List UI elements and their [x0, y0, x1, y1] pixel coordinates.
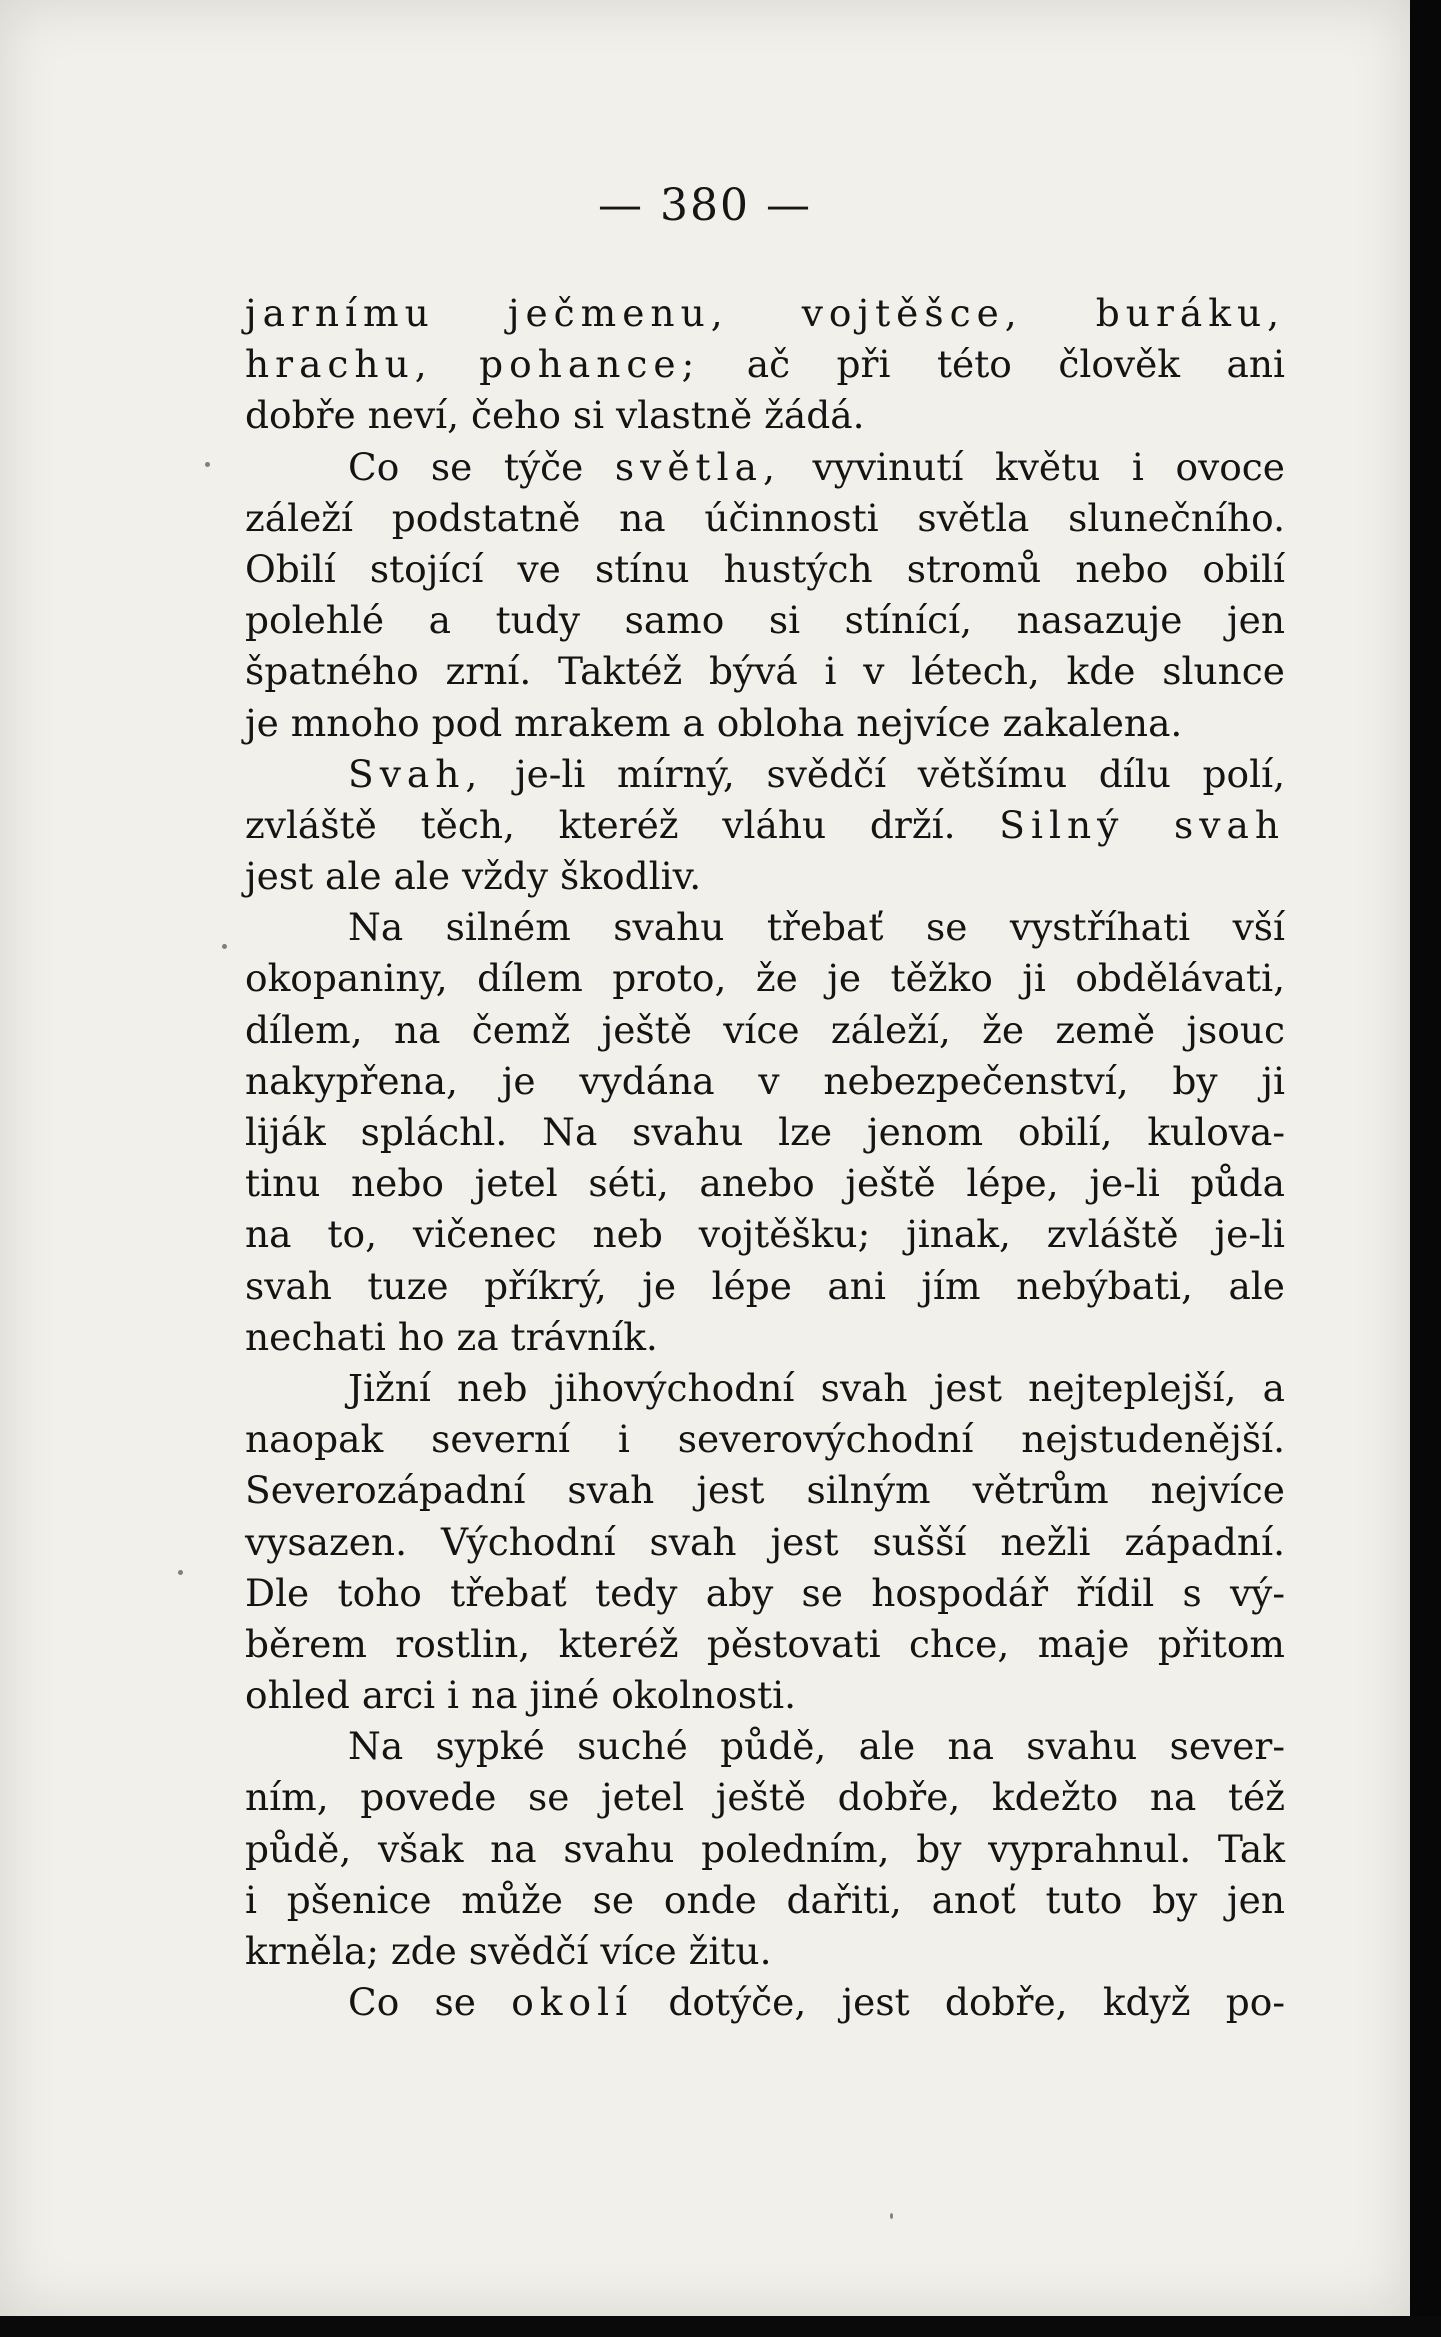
- text-line: [245, 1107, 1285, 1158]
- scan-edge: [1410, 0, 1441, 2337]
- text-run: Co se týče: [348, 444, 615, 489]
- text-run: svah tuze příkrý, je lépe ani jím nebýbati, ale: [245, 1263, 1285, 1308]
- text-run: je mnoho pod mrakem a obloha nejvíce zakalena.: [245, 700, 1183, 745]
- text-run: Severozápadní svah jest silným větrům nejvíce: [245, 1468, 1285, 1513]
- text-line: [245, 1209, 1285, 1260]
- text-run: [433, 342, 479, 386]
- text-line: [245, 1619, 1285, 1670]
- text-run: [1023, 291, 1096, 335]
- text-run: půdě, však na svahu poledním, by vyprahnul. Tak: [245, 1826, 1285, 1871]
- text-run: polehlé a tudy samo si stínící, nasazuje jen: [245, 598, 1285, 643]
- text-line: [245, 953, 1285, 1004]
- text-line: [245, 1056, 1285, 1107]
- text-line: [245, 1568, 1285, 1619]
- text-line: [245, 1517, 1285, 1568]
- text-run: dobře neví, čeho si vlastně žádá.: [245, 393, 865, 438]
- text-line: [245, 493, 1285, 544]
- text-run: ač při této člověk ani: [700, 342, 1285, 387]
- text-run: je-li mírný, svědčí většímu dílu polí,: [483, 751, 1285, 796]
- text-run: špatného zrní. Taktéž bývá i v létech, kde slunce: [245, 649, 1285, 694]
- text-line: [245, 288, 1285, 339]
- text-run: [729, 291, 802, 335]
- text-line: [245, 698, 1285, 749]
- text-run: ohled arci i na jiné okolnosti.: [245, 1673, 797, 1718]
- text-run: liják spláchl. Na svahu lze jenom obilí, kulova-: [245, 1110, 1285, 1154]
- spaced-emphasis: jarnímu: [245, 291, 435, 335]
- text-run: Co se: [348, 1980, 512, 2025]
- text-line: [245, 1158, 1285, 1209]
- text-line: [245, 1312, 1285, 1363]
- text-line: [245, 1977, 1285, 2028]
- text-run: vysazen. Východní svah jest sušší nežli západní.: [245, 1519, 1285, 1564]
- text-run: nechati ho za trávník.: [245, 1314, 658, 1359]
- scan-edge-bottom: [0, 2316, 1441, 2337]
- spaced-emphasis: Silný svah: [999, 802, 1285, 847]
- spaced-emphasis: okolí: [511, 1980, 634, 2025]
- text-run: zvláště těch, kteréž vláhu drží.: [245, 802, 1000, 847]
- spaced-emphasis: hrachu,: [245, 342, 433, 387]
- page-number: — 380 —: [598, 180, 812, 231]
- text-line: [245, 595, 1285, 646]
- text-line: [245, 851, 1285, 902]
- spaced-emphasis: Svah,: [348, 751, 484, 796]
- text-line: [245, 544, 1285, 595]
- text-run: Na sypké suché půdě, ale na svahu sever-: [348, 1724, 1285, 1769]
- text-line: [245, 1875, 1285, 1926]
- text-run: Obilí stojící ve stínu hustých stromů nebo obilí: [245, 546, 1285, 591]
- text-run: Jižní neb jihovýchodní svah jest nejteplejší, a: [348, 1365, 1285, 1410]
- text-run: i pšenice může se onde dařiti, anoť tuto by jen: [245, 1877, 1285, 1922]
- text-line: [245, 1772, 1285, 1823]
- text-line: [245, 646, 1285, 697]
- text-line: [245, 1005, 1285, 1056]
- text-run: jest ale ale vždy škodliv.: [245, 854, 702, 899]
- text-line: [245, 800, 1285, 851]
- paper-speck: [222, 944, 227, 949]
- spaced-emphasis: světla,: [614, 444, 781, 489]
- spaced-emphasis: vojtěšce,: [801, 291, 1023, 335]
- text-run: tinu nebo jetel séti, anebo ještě lépe, je-li půda: [245, 1161, 1285, 1206]
- text-run: [435, 291, 508, 335]
- text-line: [245, 339, 1285, 390]
- text-run: krněla; zde svědčí více žitu.: [245, 1929, 772, 1973]
- text-line: [245, 1670, 1285, 1721]
- paper-speck: [178, 1570, 183, 1575]
- text-line: [245, 390, 1285, 441]
- text-run: dotýče, jest dobře, když po-: [633, 1980, 1285, 2025]
- spaced-emphasis: ječmenu,: [507, 291, 729, 335]
- text-run: dílem, na čemž ještě více záleží, že země jsouc: [245, 1007, 1285, 1052]
- text-line: [245, 1721, 1285, 1772]
- text-run: ním, povede se jetel ještě dobře, kdežto na též: [245, 1775, 1285, 1820]
- spaced-emphasis: buráku,: [1095, 291, 1286, 335]
- text-run: Dle toho třebať tedy aby se hospodář řídil s vý-: [245, 1570, 1285, 1615]
- text-run: okopaniny, dílem proto, že je těžko ji obdělávati,: [245, 956, 1285, 1001]
- text-line: [245, 1363, 1285, 1414]
- text-run: záleží podstatně na účinnosti světla slunečního.: [245, 495, 1285, 540]
- text-line: [245, 442, 1285, 493]
- text-run: vyvinutí květu i ovoce: [780, 444, 1285, 489]
- paper-speck: [890, 2213, 893, 2219]
- text-line: [245, 1824, 1285, 1875]
- text-line: [245, 1926, 1285, 1977]
- text-run: Na silném svahu třebať se vystříhati vší: [348, 905, 1285, 950]
- body-text: [245, 288, 1285, 2028]
- paper-speck: [205, 462, 210, 467]
- text-run: naopak severní i severovýchodní nejstudenější.: [245, 1417, 1285, 1462]
- text-run: na to, vičenec neb vojtěšku; jinak, zvláště je-li: [245, 1212, 1285, 1257]
- spaced-emphasis: pohance;: [479, 342, 701, 387]
- text-run: nakypřena, je vydána v nebezpečenství, by ji: [245, 1058, 1285, 1103]
- text-line: [245, 902, 1285, 953]
- text-line: [245, 1465, 1285, 1516]
- text-line: [245, 1261, 1285, 1312]
- text-line: [245, 749, 1285, 800]
- text-run: běrem rostlin, kteréž pěstovati chce, maje přitom: [245, 1621, 1285, 1666]
- text-line: [245, 1414, 1285, 1465]
